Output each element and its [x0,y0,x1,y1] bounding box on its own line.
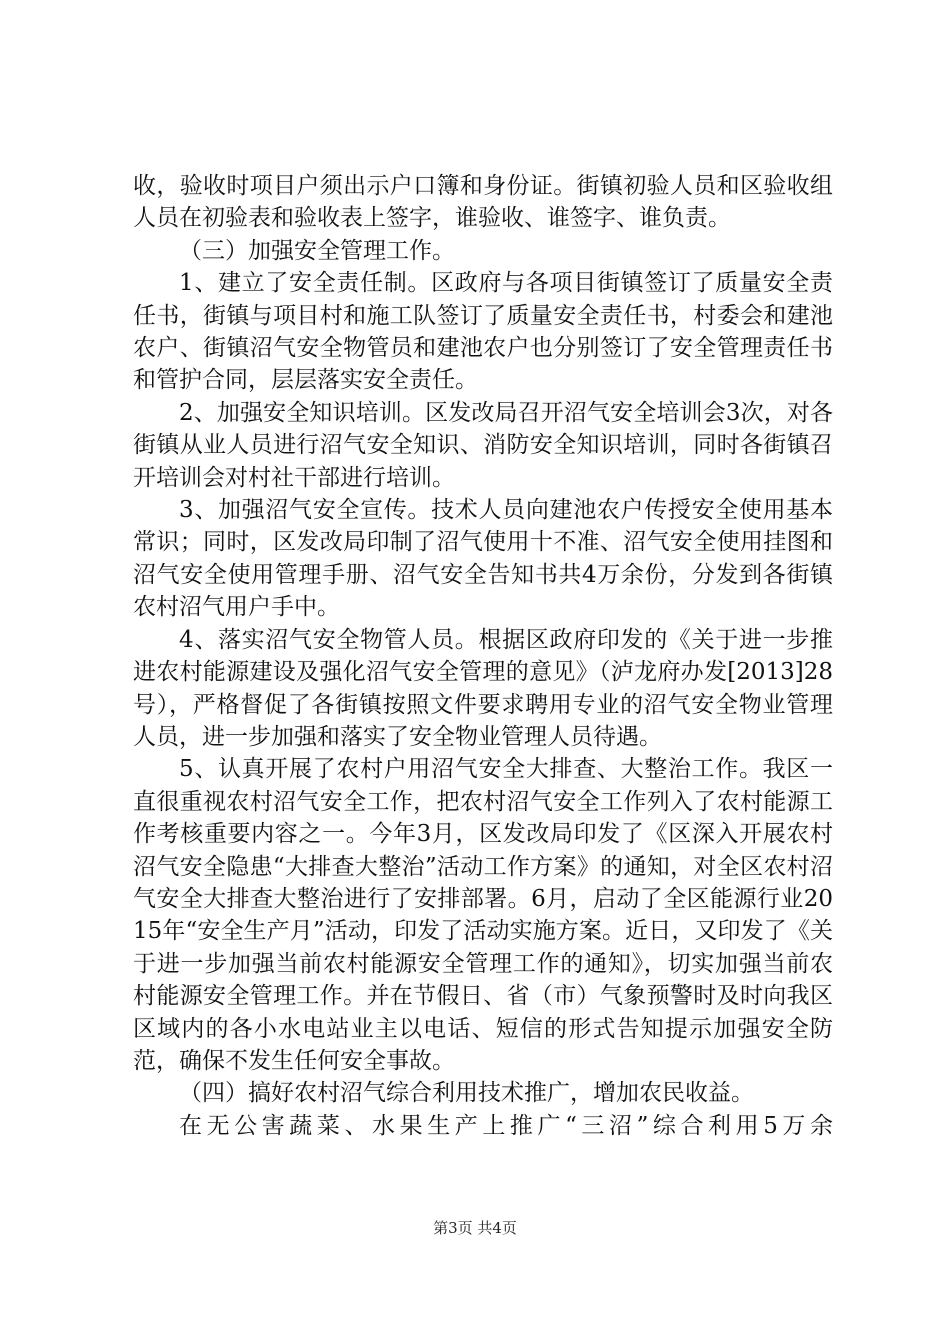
paragraph-training: 2、加强安全知识培训。区发改局召开沼气安全培训会3次，对各街镇从业人员进行沼气安全知识、消防安全知识培训，同时各街镇召开培训会对村社干部进行培训。 [133,399,833,491]
document-body [133,170,833,1142]
paragraph-publicity: 3、加强沼气安全宣传。技术人员向建池农户传授安全使用基本常识；同时，区发改局印制了沼气使用十不准、沼气安全使用挂图和沼气安全使用管理手册、沼气安全告知书共4万余份，分发到各街镇农村沼气用户手中。 [133,497,833,621]
paragraph-inspection: 5、认真开展了农村户用沼气安全大排查、大整治工作。我区一直很重视农村沼气安全工作，把农村沼气安全工作列入了农村能源工作考核重要内容之一。今年3月，区发改局印发了《区深入开展农村沼气安全隐患“大排查大整治”活动工作方案》的通知，对全区农村沼气安全大排查大整治进行了安排部署。6月，启动了全区能源行业2015年“安全生产月”活动，印发了活动实施方案。近日，又印发了《关于进一步加强当前农村能源安全管理工作的通知》，切实加强当前农村能源安全管理工作。并在节假日、省（市）气象预警时及时向我区区域内的各小水电站业主以电话、短信的形式告知提示加强安全防范，确保不发生任何安全事故。 [133,756,833,1074]
section-heading-four: （四）搞好农村沼气综合利用技术推广，增加农民收益。 [179,1080,754,1107]
paragraph-continued: 收，验收时项目户须出示户口簿和身份证。街镇初验人员和区验收组人员在初验表和验收表上签字，谁验收、谁签字、谁负责。 [133,173,833,232]
paragraph-property-managers: 4、落实沼气安全物管人员。根据区政府印发的《关于进一步推进农村能源建设及强化沼气安全管理的意见》（泸龙府办发[2013]28号），严格督促了各街镇按照文件要求聘用专业的沼气安全物业管理人员，进一步加强和落实了安全物业管理人员待遇。 [133,626,833,750]
section-heading-three: （三）加强安全管理工作。 [179,237,455,264]
paragraph-responsibility: 1、建立了安全责任制。区政府与各项目街镇签订了质量安全责任书，街镇与项目村和施工队签订了质量安全责任书，村委会和建池农户、街镇沼气安全物管员和建池农户也分别签订了安全管理责任书和管护合同，层层落实安全责任。 [133,270,833,394]
page-footer: 第3页 共4页 [433,1219,517,1237]
paragraph-promotion: 在无公害蔬菜、水果生产上推广“三沼”综合利用5万余 [179,1112,833,1139]
